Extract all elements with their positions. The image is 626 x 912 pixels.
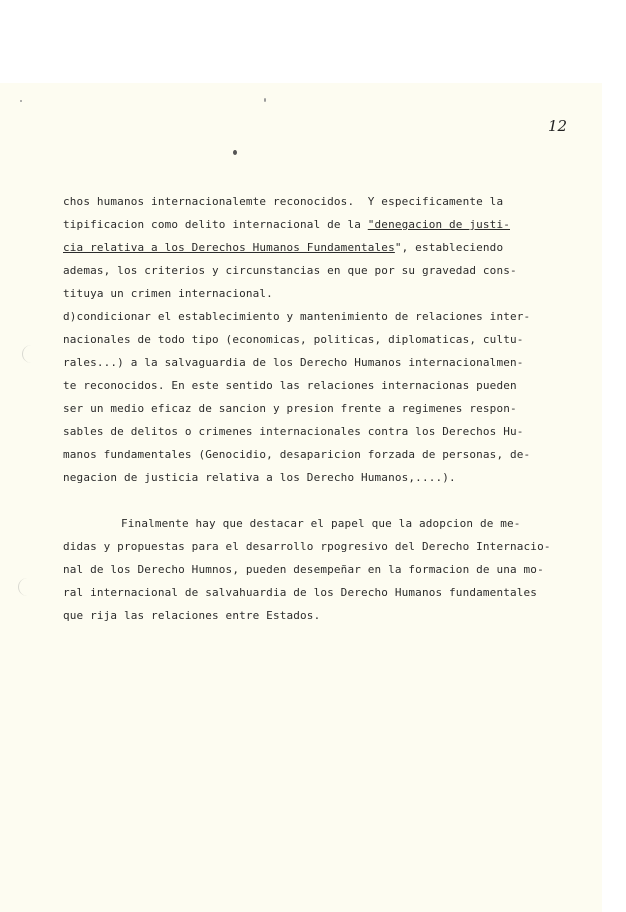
line-text: sables de delitos o crimenes internacionales contra los Derechos Hu- (63, 425, 524, 438)
text-line (63, 328, 583, 351)
line-text: ral internacional de salvahuardia de los Derecho Humanos fundamentales (63, 586, 538, 599)
punch-hole (18, 578, 37, 596)
underlined-text: "denegacion de justi- (367, 218, 510, 231)
punch-hole (22, 345, 41, 363)
line-text: ", estableciendo (394, 241, 504, 254)
text-line (63, 190, 583, 213)
text-line (63, 558, 583, 581)
text-line (63, 374, 583, 397)
text-line (63, 282, 583, 305)
text-line (63, 535, 583, 558)
paragraph-gap (63, 489, 583, 512)
text-line (63, 397, 583, 420)
text-line (63, 443, 583, 466)
underlined-text: cia relativa a los Derechos Humanos Fundamentales (63, 241, 395, 254)
line-text: d)condicionar el establecimiento y mantenimiento de relaciones inter- (63, 310, 531, 323)
line-text: nal de los Derecho Humnos, pueden desempeñar en la formacion de una mo- (63, 563, 544, 576)
line-text: Finalmente hay que destacar el papel que la adopcion de me- (121, 517, 521, 530)
line-text: te reconocidos. En este sentido las relaciones internacionas pueden (63, 379, 517, 392)
paragraph-2 (63, 512, 583, 627)
page-number: 12 (548, 117, 568, 135)
text-line (63, 581, 583, 604)
text-line (63, 236, 583, 259)
line-text: que rija las relaciones entre Estados. (63, 609, 321, 622)
text-line (63, 305, 583, 328)
line-text: tipificacion como delito internacional de la (63, 218, 368, 231)
line-text: tituya un crimen internacional. (63, 287, 273, 300)
text-line (63, 466, 583, 489)
line-text: manos fundamentales (Genocidio, desaparicion forzada de personas, de- (63, 448, 531, 461)
text-line (63, 259, 583, 282)
text-line (63, 213, 583, 236)
ink-speck (264, 98, 266, 102)
line-text: negacion de justicia relativa a los Derecho Humanos,....). (63, 471, 456, 484)
line-text: rales...) a la salvaguardia de los Derecho Humanos internacionalmen- (63, 356, 524, 369)
text-line (63, 604, 583, 627)
line-text: ademas, los criterios y circunstancias en que por su gravedad cons- (63, 264, 517, 277)
line-text: ser un medio eficaz de sancion y presion frente a regimenes respon- (63, 402, 517, 415)
text-line (63, 420, 583, 443)
text-line (63, 512, 583, 535)
document-body (63, 190, 583, 627)
line-text: didas y propuestas para el desarrollo rpogresivo del Derecho Internacio- (63, 540, 551, 553)
text-line (63, 351, 583, 374)
line-text: chos humanos internacionalemte reconocidos. Y especificamente la (63, 195, 504, 208)
ink-speck (233, 150, 237, 155)
paragraph-1 (63, 190, 583, 489)
ink-speck (20, 100, 22, 102)
line-text: nacionales de todo tipo (economicas, politicas, diplomaticas, cultu- (63, 333, 524, 346)
